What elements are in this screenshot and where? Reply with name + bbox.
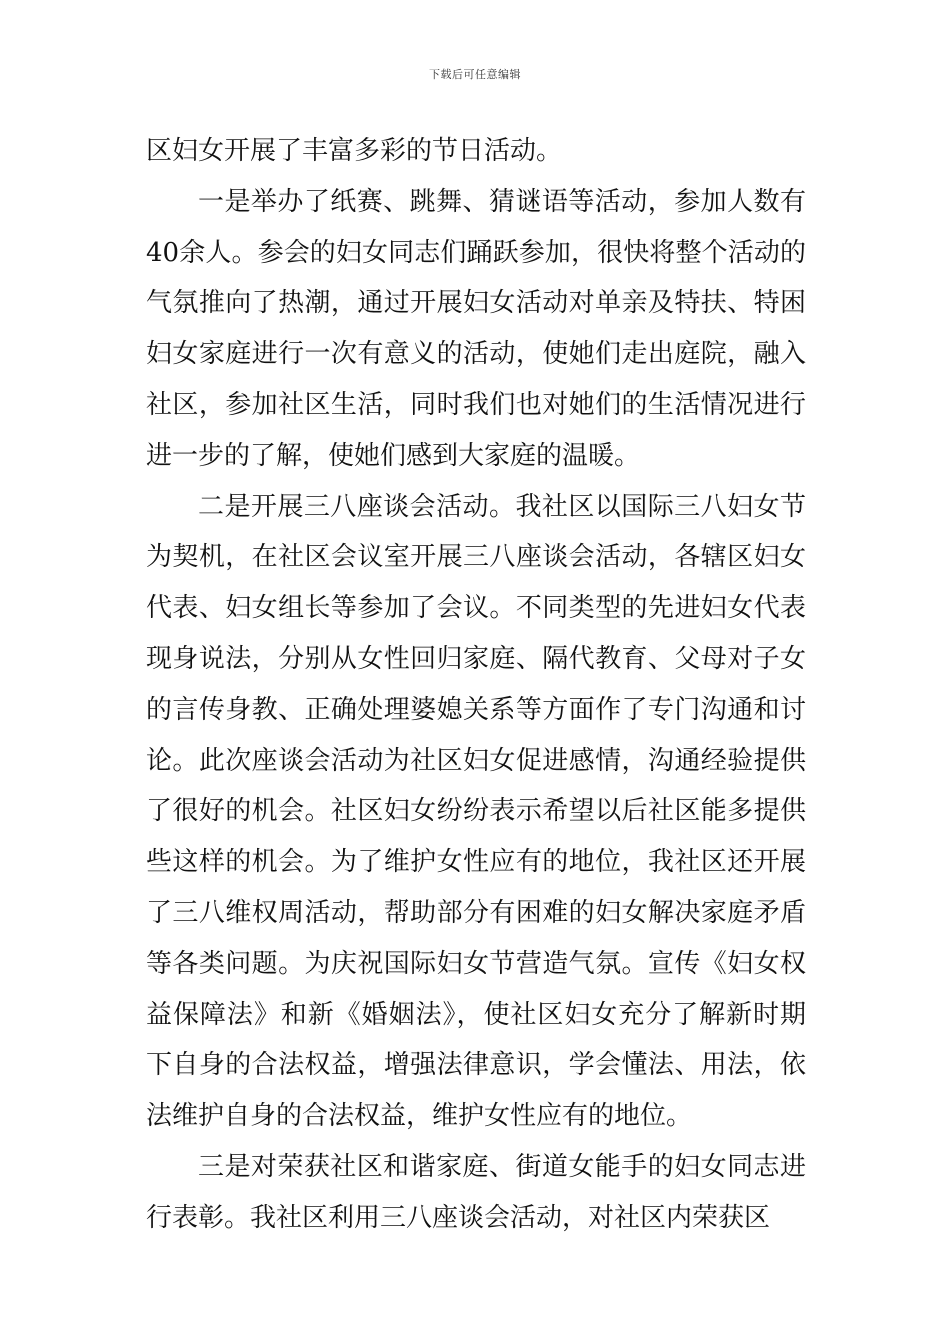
paragraph-continuation: 区妇女开展了丰富多彩的节日活动。 — [146, 136, 563, 166]
paragraph-activity-three: 三是对荣获社区和谐家庭、街道女能手的妇女同志进行表彰。我社区利用三八座谈会活动，对社区内荣获区 — [146, 1151, 806, 1233]
page-header: 下载后可任意编辑 — [429, 68, 521, 81]
paragraph-activity-one: 一是举办了纸赛、跳舞、猜谜语等活动，参加人数有40余人。参会的妇女同志们踊跃参加，很快将整个活动的气氛推向了热潮，通过开展妇女活动对单亲及特扶、特困妇女家庭进行一次有意义的活动，使她们走出庭院，融入社区，参加社区生活，同时我们也对她们的生活情况进行进一步的了解，使她们感到大家庭的温暖。 — [146, 186, 806, 471]
paragraph-activity-two: 二是开展三八座谈会活动。我社区以国际三八妇女节为契机，在社区会议室开展三八座谈会活动，各辖区妇女代表、妇女组长等参加了会议。不同类型的先进妇女代表现身说法，分别从女性回归家庭、隔代教育、父母对子女的言传身教、正确处理婆媳关系等方面作了专门沟通和讨论。此次座谈会活动为社区妇女促进感情，沟通经验提供了很好的机会。社区妇女纷纷表示希望以后社区能多提供些这样的机会。为了维护女性应有的地位，我社区还开展了三八维权周活动，帮助部分有困难的妇女解决家庭矛盾等各类问题。为庆祝国际妇女节营造气氛。宣传《妇女权益保障法》和新《婚姻法》，使社区妇女充分了解新时期下自身的合法权益，增强法律意识，学会懂法、用法，依法维护自身的合法权益，维护女性应有的地位。 — [146, 491, 806, 1132]
document-body — [146, 126, 806, 1244]
